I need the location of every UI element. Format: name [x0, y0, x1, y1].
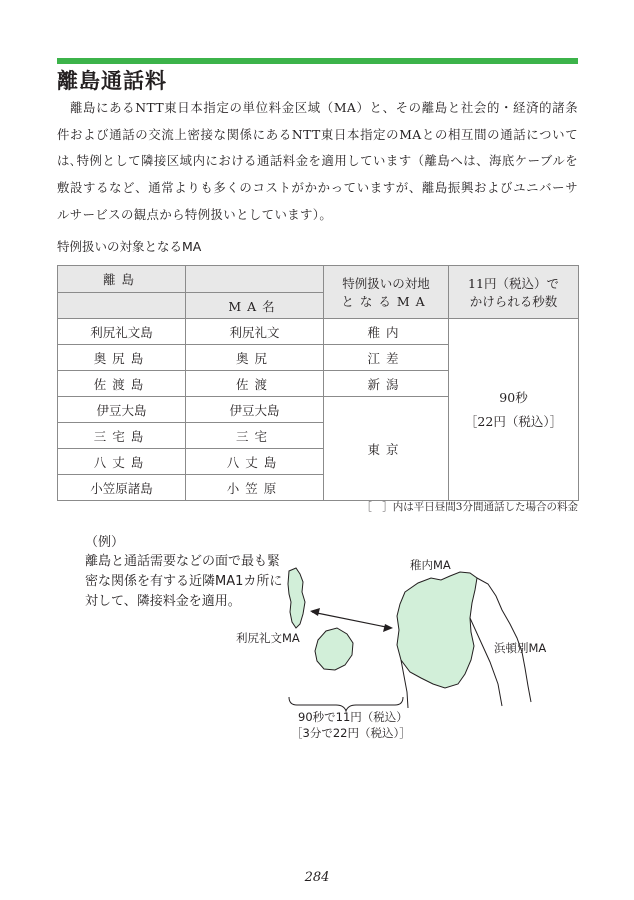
wakkanai-ma-region [397, 572, 477, 688]
section-title: 離島通話料 [57, 69, 167, 93]
example-rate-line1: 90秒で11円（税込） [298, 710, 408, 724]
body-line: いては､特例として隣接区域内における通話料金を適用しています（離島へは、海底ケー [57, 126, 578, 169]
target-cell: 新潟 [324, 371, 449, 397]
ma-cell: 奥尻 [186, 345, 324, 371]
island-cell: 小笠原諸島 [58, 475, 186, 501]
island-cell: 佐渡島 [58, 371, 186, 397]
target-cell: 稚内 [324, 319, 449, 345]
header-ma-name: MA名 [186, 293, 324, 319]
ma-cell: 佐渡 [186, 371, 324, 397]
body-line: ブルを敷設するなど、通常よりも多くのコストがかかっていますが、離島振興および [57, 153, 578, 196]
rishiri-ma-label: 利尻礼文MA [236, 631, 300, 645]
target-cell: 江差 [324, 345, 449, 371]
example-title: （例） [85, 535, 125, 550]
header-target-line2: となるMA [341, 294, 431, 309]
body-line: 離島にあるNTT東日本指定の単位料金区域（MA）と、その離島と社会的・経済的諸 [70, 100, 566, 115]
target-cell: 東京 [324, 397, 449, 501]
example-description: 離島と通話需要などの面で最も緊密な関係を有する近隣MA1カ所に対して、隣接料金を適用。 [85, 554, 283, 609]
ma-cell: 伊豆大島 [186, 397, 324, 423]
header-island: 離島 [58, 266, 186, 293]
ma-cell: 八丈島 [186, 449, 324, 475]
rebun-island [315, 628, 353, 670]
island-cell: 奥尻島 [58, 345, 186, 371]
page-number: 284 [304, 870, 330, 885]
wakkanai-ma-label: 稚内MA [410, 558, 451, 572]
header-rate-line1: 11円（税込）で [468, 276, 559, 291]
island-cell: 伊豆大島 [58, 397, 186, 423]
header-rate-line2: かけられる秒数 [469, 294, 558, 309]
island-cell: 三宅島 [58, 423, 186, 449]
hamatonbetsu-ma-label: 浜頓別MA [494, 641, 547, 655]
island-cell: 利尻礼文島 [58, 319, 186, 345]
body-line: ユニバーサルサービスの観点から特例扱いとしています）。 [57, 180, 579, 222]
table-caption: 特例扱いの対象となるMA [57, 239, 202, 254]
example-rate-line2: ［3分で22円（税込）］ [291, 726, 411, 740]
ma-boundary-line [470, 618, 502, 706]
ma-cell: 小笠原 [186, 475, 324, 501]
header-target-line1: 特例扱いの対地 [342, 276, 430, 291]
ma-cell: 利尻礼文 [186, 319, 324, 345]
ma-cell: 三宅 [186, 423, 324, 449]
body-line: 条件および通話の交流上密接な関係にあるNTT東日本指定のMAとの相互間の通話につ [57, 100, 578, 142]
arrow-head-left [310, 608, 320, 616]
rate-seconds: 90秒 [499, 389, 528, 405]
island-cell: 八丈島 [58, 449, 186, 475]
rate-price: ［22円（税込）］ [464, 413, 563, 429]
table-footnote: ［ ］内は平日昼間3分間通話した場合の料金 [361, 501, 578, 513]
rishiri-island [288, 568, 305, 628]
arrow-head-right [383, 624, 393, 632]
connection-arrow-line [312, 612, 391, 628]
